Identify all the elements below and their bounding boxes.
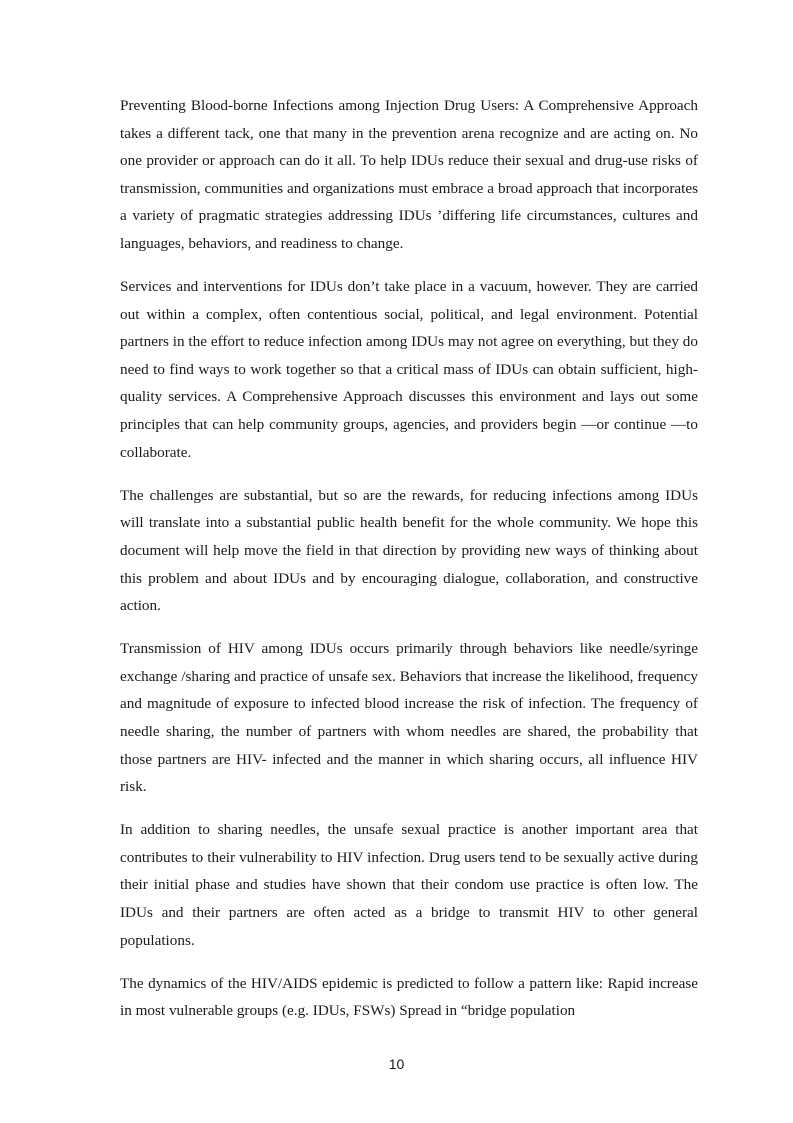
page-number: 10 — [388, 1056, 405, 1072]
paragraph: In addition to sharing needles, the unsafe sexual practice is another important area that contributes to their vulnerability to HIV infection. Drug users tend to be sexually active during their initial phase and studies have shown that their condom use practice is often low. The IDUs and their partners are often acted as a bridge to transmit HIV to other general populations. — [120, 821, 698, 949]
paragraph: Preventing Blood-borne Infections among Injection Drug Users: A Comprehensive Approach takes a different tack, one that many in the prevention arena recognize and are acting on. No one provider or approach can do it all. To help IDUs reduce their sexual and drug-use risks of transmission, communities and organizations must embrace a broad approach that incorporates a variety of pragmatic strategies addressing IDUs ’differing life circumstances, cultures and languages, behaviors, and readiness to change. — [120, 97, 698, 252]
paragraph: The challenges are substantial, but so are the rewards, for reducing infections among IDUs will translate into a substantial public health benefit for the whole community. We hope this document will help move the field in that direction by providing new ways of thinking about this problem and about IDUs and by encouraging dialogue, collaboration, and constructive action. — [120, 486, 698, 615]
paragraph: The dynamics of the HIV/AIDS epidemic is predicted to follow a pattern like: Rapid increase in most vulnerable groups (e.g. IDUs, FSWs) Spread in “bridge population — [120, 974, 698, 1020]
paragraph: Transmission of HIV among IDUs occurs primarily through behaviors like needle/syringe exchange /sharing and practice of unsafe sex. Behaviors that increase the likelihood, frequency and magnitude of exposure to infected blood increase the risk of infection. The frequency of needle sharing, the number of partners with whom needles are shared, the probability that those partners are HIV- infected and the manner in which sharing occurs, all influence HIV risk. — [120, 640, 698, 796]
paragraph: Services and interventions for IDUs don’t take place in a vacuum, however. They are carried out within a complex, often contentious social, political, and legal environment. Potential partners in the effort to reduce infection among IDUs may not agree on everything, but they do need to find ways to work together so that a critical mass of IDUs can obtain sufficient, high-quality services. A Comprehensive Approach discusses this environment and lays out some principles that can help community groups, agencies, and providers begin —or continue —to collaborate. — [120, 278, 698, 461]
body-text — [120, 92, 698, 1040]
